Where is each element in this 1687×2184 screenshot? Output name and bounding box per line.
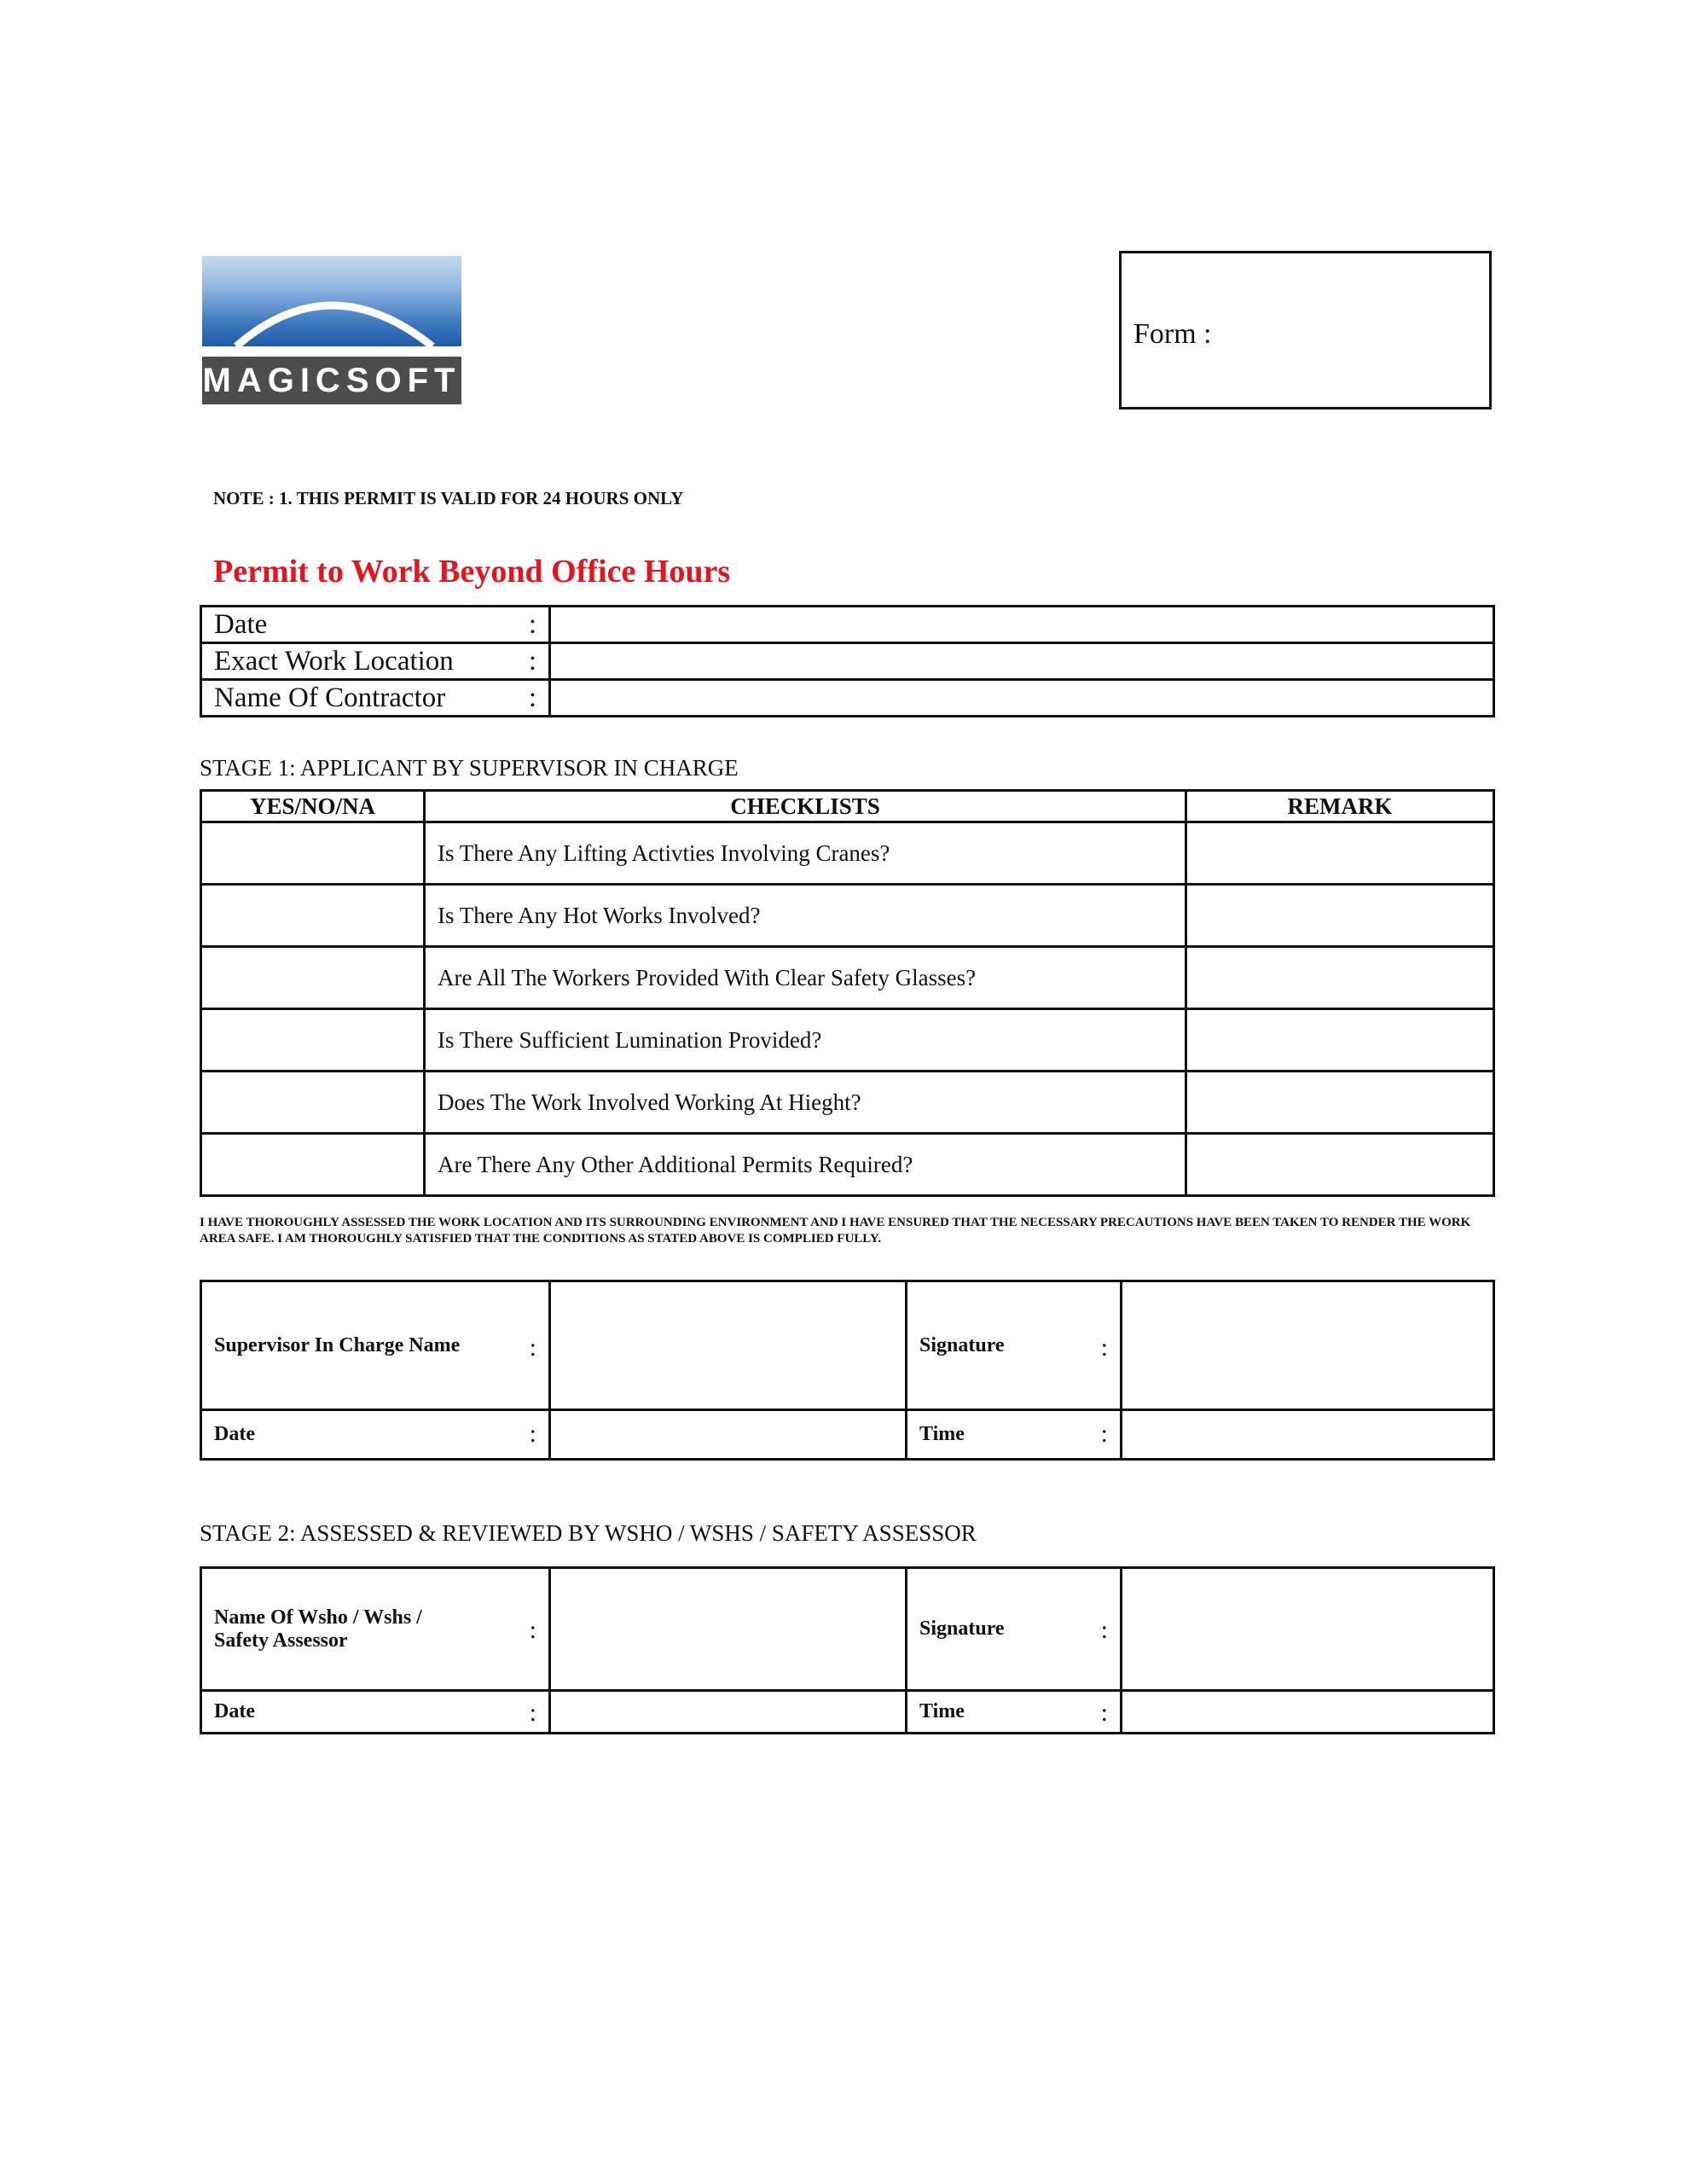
yes-no-na-cell[interactable] (201, 885, 425, 947)
table-row (201, 1009, 1494, 1072)
sign-row (201, 1568, 1494, 1691)
info-row-contractor (201, 680, 1494, 717)
validity-note: NOTE : 1. THIS PERMIT IS VALID FOR 24 HOURS ONLY (213, 488, 684, 508)
permit-info-table (200, 605, 1495, 717)
checklist-question: Is There Any Hot Works Involved? (425, 885, 1186, 947)
signature-label: Signature : (907, 1568, 1122, 1691)
checklist-question: Is There Any Lifting Activties Involving Cranes? (425, 822, 1186, 885)
column-header: REMARK (1186, 791, 1494, 822)
assessor-sign-table (200, 1566, 1495, 1734)
column-header: YES/NO/NA (201, 791, 425, 822)
remark-cell[interactable] (1186, 885, 1494, 947)
form-label: Form : (1133, 318, 1212, 350)
checklist-question: Are There Any Other Additional Permits Required? (425, 1134, 1186, 1196)
info-row-date (201, 607, 1494, 643)
remark-cell[interactable] (1186, 947, 1494, 1009)
signature-label: Signature : (907, 1281, 1122, 1410)
date-field[interactable] (550, 607, 1494, 643)
supervisor-signature-field[interactable] (1122, 1281, 1494, 1410)
column-header: CHECKLISTS (425, 791, 1186, 822)
date-time-row (201, 1410, 1494, 1460)
checklist-question: Does The Work Involved Working At Hieght? (425, 1072, 1186, 1134)
yes-no-na-cell[interactable] (201, 1134, 425, 1196)
remark-cell[interactable] (1186, 1134, 1494, 1196)
checklist-question: Are All The Workers Provided With Clear Safety Glasses? (425, 947, 1186, 1009)
stage2-heading: STAGE 2: ASSESSED & REVIEWED BY WSHO / WSHS / SAFETY ASSESSOR (200, 1520, 977, 1546)
logo-text: MAGICSOFT (202, 357, 461, 404)
company-logo (202, 256, 461, 404)
form-number-box[interactable] (1119, 251, 1492, 410)
info-label: Date : (201, 607, 550, 643)
date-time-row (201, 1691, 1494, 1734)
date-label: Date : (201, 1691, 550, 1734)
supervisor-name-label: Supervisor In Charge Name : (201, 1281, 550, 1410)
time-label: Time : (907, 1691, 1122, 1734)
declaration-text: I HAVE THOROUGHLY ASSESSED THE WORK LOCATION AND ITS SURROUNDING ENVIRONMENT AND I HAVE ENSURED THAT THE NECESSARY PRECAUTIONS HAVE BEEN TAKEN TO RENDER THE WORK AREA SAFE. I AM THOROUGHLY SATISFIED THAT THE CONDITIONS AS STATED ABOVE IS COMPLIED FULLY. (200, 1216, 1471, 1246)
remark-cell[interactable] (1186, 822, 1494, 885)
stage1-heading: STAGE 1: APPLICANT BY SUPERVISOR IN CHARGE (200, 755, 739, 781)
yes-no-na-cell[interactable] (201, 1072, 425, 1134)
remark-cell[interactable] (1186, 1072, 1494, 1134)
info-label: Exact Work Location : (201, 643, 550, 680)
assessor-date-field[interactable] (550, 1691, 907, 1734)
time-label: Time : (907, 1410, 1122, 1460)
info-row-location (201, 643, 1494, 680)
yes-no-na-cell[interactable] (201, 822, 425, 885)
assessor-name-field[interactable] (550, 1568, 907, 1691)
remark-cell[interactable] (1186, 1009, 1494, 1072)
table-row (201, 885, 1494, 947)
supervisor-name-field[interactable] (550, 1281, 907, 1410)
work-location-field[interactable] (550, 643, 1494, 680)
info-label: Name Of Contractor : (201, 680, 550, 717)
table-row (201, 947, 1494, 1009)
table-row (201, 1134, 1494, 1196)
contractor-field[interactable] (550, 680, 1494, 717)
checklist-question: Is There Sufficient Lumination Provided? (425, 1009, 1186, 1072)
page-title: Permit to Work Beyond Office Hours (213, 554, 731, 590)
checklist-table (200, 789, 1495, 1197)
table-row (201, 1072, 1494, 1134)
yes-no-na-cell[interactable] (201, 947, 425, 1009)
assessor-name-label: Name Of Wsho / Wshs / Safety Assessor : (201, 1568, 550, 1691)
supervisor-sign-table (200, 1280, 1495, 1461)
logo-emblem (202, 256, 461, 346)
assessor-time-field[interactable] (1122, 1691, 1494, 1734)
supervisor-date-field[interactable] (550, 1410, 907, 1460)
yes-no-na-cell[interactable] (201, 1009, 425, 1072)
checklist-header (201, 791, 1494, 822)
date-label: Date : (201, 1410, 550, 1460)
supervisor-time-field[interactable] (1122, 1410, 1494, 1460)
assessor-signature-field[interactable] (1122, 1568, 1494, 1691)
sign-row (201, 1281, 1494, 1410)
table-row (201, 822, 1494, 885)
